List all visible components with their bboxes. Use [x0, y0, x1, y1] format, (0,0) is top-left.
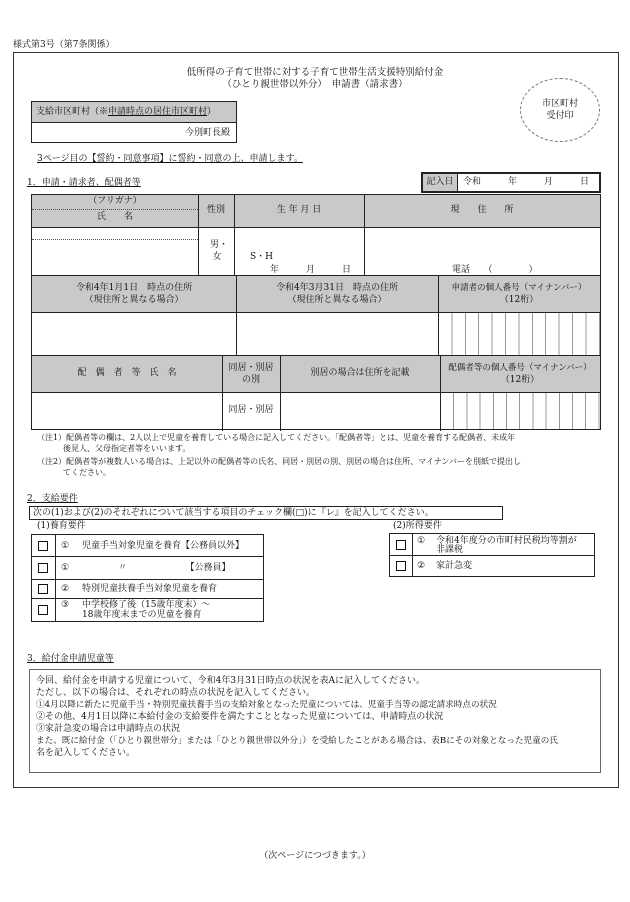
spouse-name-field[interactable] [34, 394, 220, 428]
furigana-field[interactable] [34, 229, 196, 238]
group1-item4-num: ③ [61, 600, 70, 610]
form-title-line1: 低所得の子育て世帯に対する子育て世帯生活支援特別給付金 [186, 67, 444, 78]
checkbox-childcare-1b[interactable] [38, 563, 48, 573]
stamp-line1: 市区町村 [541, 99, 578, 109]
section3-line1: 今回、給付金を申請する児童について、令和4年3月31日時点の状況を表Aに記入してください。 [36, 676, 426, 686]
mynumber-field[interactable] [439, 313, 600, 355]
group2-title: (2)所得要件 [393, 521, 442, 531]
group1-item2-text: 〃 【公務員】 [82, 563, 231, 573]
section3-heading: 3．給付金申請児童等 [27, 654, 114, 664]
cohabit-label1: 同居・別居 [228, 363, 274, 373]
recipient-label: 支給市区町村（※申請時点の居住市区町村） [36, 107, 217, 117]
note2-line1: （注2）配偶者等が複数人いる場合は、上記以外の配偶者等の氏名、同居・別居の別、別居の場合は住所、マイナンバーを別紙で提出し [37, 457, 521, 466]
group1-item4-text: 中学校修了後（15歳年度末）～ [82, 600, 211, 610]
section2-heading: 2．支給要件 [27, 494, 78, 504]
note2-line2: てください。 [63, 468, 111, 477]
address-label: 現 住 所 [450, 205, 514, 216]
name-field[interactable] [34, 241, 196, 273]
checkbox-childcare-1[interactable] [38, 541, 48, 551]
reception-stamp-area [520, 78, 600, 142]
applicant-table [31, 194, 601, 430]
group1-item1-text: 児童手当対象児童を養育【公務員以外】 [82, 541, 245, 551]
prev-address2-sub: （現住所と異なる場合） [287, 295, 387, 305]
group2-table [389, 533, 595, 577]
checkbox-income-1[interactable] [396, 540, 406, 550]
spouse-mynumber-sub: （12桁） [500, 375, 540, 385]
checkbox-income-2[interactable] [396, 561, 406, 571]
furigana-label: （フリガナ） [88, 196, 142, 207]
separate-addr-field[interactable] [282, 394, 438, 428]
section1-heading: 1．申請・請求者、配偶者等 [27, 178, 141, 188]
section3-line6: また、既に給付金（「ひとり親世帯分」または「ひとり親世帯以外分」）を受給したことがある場合は、表Bにその対象となった児童の氏 [36, 736, 558, 746]
group1-item1-num: ① [61, 541, 70, 551]
group2-item1-text2: 非課税 [436, 545, 464, 555]
section3-box [29, 669, 601, 773]
cohabit-value[interactable]: 同居・別居 [228, 405, 274, 416]
footer-continued: （次ページにつづきます。） [259, 851, 371, 861]
form-title-line2: （ひとり親世帯以外分） 申請書（請求書） [222, 79, 408, 90]
group2-item1-num: ① [417, 536, 426, 546]
group1-item3-text: 特別児童扶養手当対象児童を養育 [82, 584, 218, 594]
group1-table [31, 534, 264, 622]
section3-line5: ③家計急変の場合は申請時点の状況 [36, 724, 181, 734]
entry-date-box [421, 172, 601, 193]
entry-date-value[interactable]: 令和 年 月 日 [463, 177, 590, 187]
group2-item1-text: 令和4年度分の市町村民税均等割が [436, 536, 577, 546]
prev-address2-field[interactable] [238, 314, 436, 352]
prev-address2-label: 令和4年3月31日 時点の住所 [276, 283, 398, 293]
phone-label[interactable]: 電話 （ ） [452, 265, 538, 275]
recipient-box [31, 101, 237, 143]
note1-line1: （注1）配偶者等の欄は、2人以上で児童を養育している場合に記入してください。「配偶者等」とは、児童を養育する配偶者、未成年 [37, 433, 516, 442]
group1-item4-text2: 18歳年度末までの児童を養育 [82, 610, 202, 620]
group1-item2-num: ① [61, 563, 70, 573]
checkbox-childcare-3[interactable] [38, 605, 48, 615]
mynumber-label: 申請者の個人番号（マイナンバー） [451, 283, 587, 293]
group1-title: (1)養育要件 [37, 521, 86, 531]
pledge-text: 3ページ目の【誓約・同意事項】に誓約・同意の上、申請します。 [37, 154, 303, 164]
prev-address1-sub: （現住所と異なる場合） [84, 295, 184, 305]
section3-line7: 名を記入してください。 [36, 748, 136, 758]
address-field[interactable] [366, 229, 598, 261]
group2-item2-num: ② [417, 561, 426, 571]
sex-options[interactable]: 男・女 [210, 240, 229, 263]
checkbox-childcare-2[interactable] [38, 584, 48, 594]
mynumber-sub: （12桁） [499, 295, 539, 305]
instruction-box [29, 506, 503, 520]
dob-label: 生 年 月 日 [276, 205, 322, 216]
entry-date-label: 記入日 [423, 174, 458, 191]
prev-address1-field[interactable] [34, 314, 234, 352]
section3-line4: ②その他、4月1日以降に本給付金の支給要件を満たすこととなった児童については、申請時点の状況 [36, 712, 444, 722]
cohabit-label2: の別 [241, 375, 260, 385]
dob-units[interactable]: 年 月 日 [270, 265, 352, 275]
prev-address1-label: 令和4年1月1日 時点の住所 [75, 283, 193, 293]
stamp-line2: 受付印 [546, 111, 574, 121]
spouse-mynumber-label: 配偶者等の個人番号（マイナンバー） [448, 363, 592, 373]
name-label: 氏 名 [96, 212, 133, 223]
recipient-value[interactable]: 今別町長殿 [184, 128, 230, 138]
section3-line2: ただし、以下の場合は、それぞれの時点の状況を記入してください。 [36, 688, 316, 698]
form-label: 様式第3号（第7条関係） [13, 40, 115, 50]
era-options[interactable]: S・H [250, 252, 274, 262]
instruction-text: 次の(1)および(2)のそれぞれについて該当する項目のチェック欄(□)に『レ』を記入してください。 [33, 508, 434, 518]
spouse-mynumber-field[interactable] [441, 393, 600, 429]
separate-addr-label: 別居の場合は住所を記載 [310, 368, 410, 379]
note1-line2: 後見人、父母指定者等をいいます。 [63, 444, 191, 453]
sex-label: 性別 [206, 205, 225, 216]
group2-item2-text: 家計急変 [436, 561, 473, 571]
spouse-name-label: 配 偶 者 等 氏 名 [77, 368, 177, 379]
section3-line3: ①4月以降に新たに児童手当・特別児童扶養手当の支給対象となった児童については、児童手当等の認定請求時点の状況 [36, 700, 497, 710]
group1-item3-num: ② [61, 584, 70, 594]
